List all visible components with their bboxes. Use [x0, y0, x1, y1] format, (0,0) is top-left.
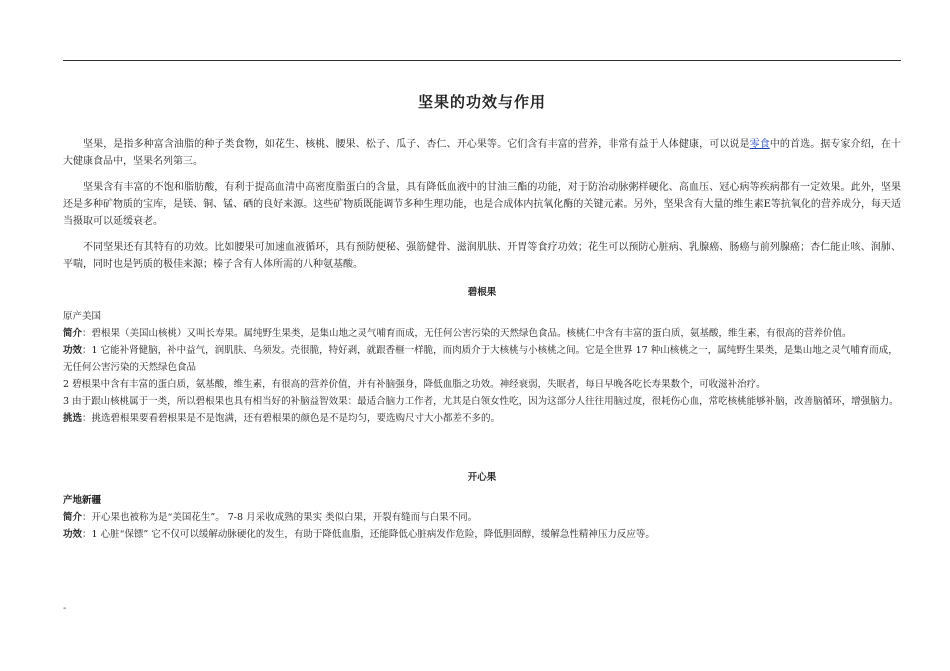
intro-text-b: 中的首选。据专家介绍，在十大健康食品中，坚果名列第三。 [63, 139, 902, 167]
intro-paragraph-1 [63, 136, 901, 170]
pistachio-intro [63, 509, 901, 526]
page-title: 坚果的功效与作用 [417, 93, 546, 111]
pecan-pick [63, 410, 901, 427]
pecan-pick-text: ：挑选碧根果要看碧根果是不是饱满，还有碧根果的颜色是不是均匀，要选购尺寸大小都差不多的。 [82, 413, 501, 424]
pecan-effect-label: 功效 [63, 345, 83, 356]
document-body [63, 92, 901, 543]
pecan-intro-text: ：碧根果（美国山核桃）又叫长寿果。属纯野生果类，是集山地之灵气哺育而成，无任何公害污染的天然绿色食品。核桃仁中含有丰富的蛋白质，氨基酸，维生素，有很高的营养价值。 [82, 328, 852, 339]
pecan-effect-3: 3 由于跟山核桃属于一类，所以碧根果也具有相当好的补脑益智效果：最适合脑力工作者，尤其是白领女性吃，因为这部分人往往用脑过度，很耗伤心血，常吃核桃能够补脑，改善脑循环，增强脑力。 [63, 396, 899, 407]
pecan-effect-1-text: ：1 它能补肾健脑，补中益气，润肌肤、乌须发。壳很脆，特好剥，就跟香榧一样脆，而肉质介于大核桃与小核桃之间。它是全世界 17 种山核桃之一，属纯野生果类，是集山地之灵气哺育而成，无任何公害污染的天然绿色食品 [63, 345, 898, 373]
pecan-intro [63, 325, 901, 342]
intro-text-a: 坚果，是指多种富含油脂的种子类食物，如花生、核桃、腰果、松子、瓜子、杏仁、开心果等。它们含有丰富的营养，非常有益于人体健康，可以说是 [83, 139, 750, 150]
pistachio-intro-label: 简介 [63, 512, 83, 523]
pecan-origin: 原产美国 [63, 311, 102, 322]
pecan-intro-label: 简介 [63, 328, 83, 339]
section-spacer [63, 427, 901, 471]
snack-link[interactable]: 零食 [749, 139, 770, 150]
footer-mark: - [63, 603, 67, 614]
pistachio-effect-1 [63, 526, 901, 543]
intro-paragraph-2: 坚果含有丰富的不饱和脂肪酸，有利于提高血清中高密度脂蛋白的含量，具有降低血液中的甘油三酯的功能，对于防治动脉粥样硬化、高血压、冠心病等疾病都有一定效果。此外，坚果还是多种矿物质的宝库，是镁、铜、锰、硒的良好来源。这些矿物质既能调节多种生理功能，也是合成体内抗氧化酶的关键元素。另外，坚果含有大量的维生素E等抗氧化的营养成分，每天适当摄取可以延缓衰老。 [63, 182, 901, 227]
pistachio-effect-1-text: ：1 心脏“保镖” 它不仅可以缓解动脉硬化的发生，有助于降低血脂，还能降低心脏病发作危险，降低胆固醇，缓解急性精神压力反应等。 [82, 529, 655, 540]
pistachio-origin: 产地新疆 [63, 495, 102, 506]
pecan-effect-2: 2 碧根果中含有丰富的蛋白质，氨基酸，维生素，有很高的营养价值，并有补脑强身，降低血脂之功效。神经衰弱，失眠者，每日早晚各吃长寿果数个，可收滋补治疗。 [63, 379, 766, 390]
pistachio-intro-text: ：开心果也被称为是“美国花生”。 7-8 月采收成熟的果实 类似白果，开裂有缝而与白果不同。 [82, 512, 478, 523]
intro-paragraph-3: 不同坚果还有其特有的功效。比如腰果可加速血液循环，具有预防便秘、强筋健骨、滋润肌肤、开胃等食疗功效；花生可以预防心脏病、乳腺癌、肠癌与前列腺癌；杏仁能止咳、润肺、平喘，同时也是钙质的极佳来源；榛子含有人体所需的八种氨基酸。 [63, 242, 901, 270]
header-rule [63, 60, 901, 61]
section-heading-pistachio: 开心果 [467, 472, 497, 483]
pecan-pick-label: 挑选 [63, 413, 83, 424]
pecan-effect-1 [63, 342, 901, 376]
section-heading-pecan: 碧根果 [467, 287, 497, 298]
pistachio-effect-label: 功效 [63, 529, 83, 540]
